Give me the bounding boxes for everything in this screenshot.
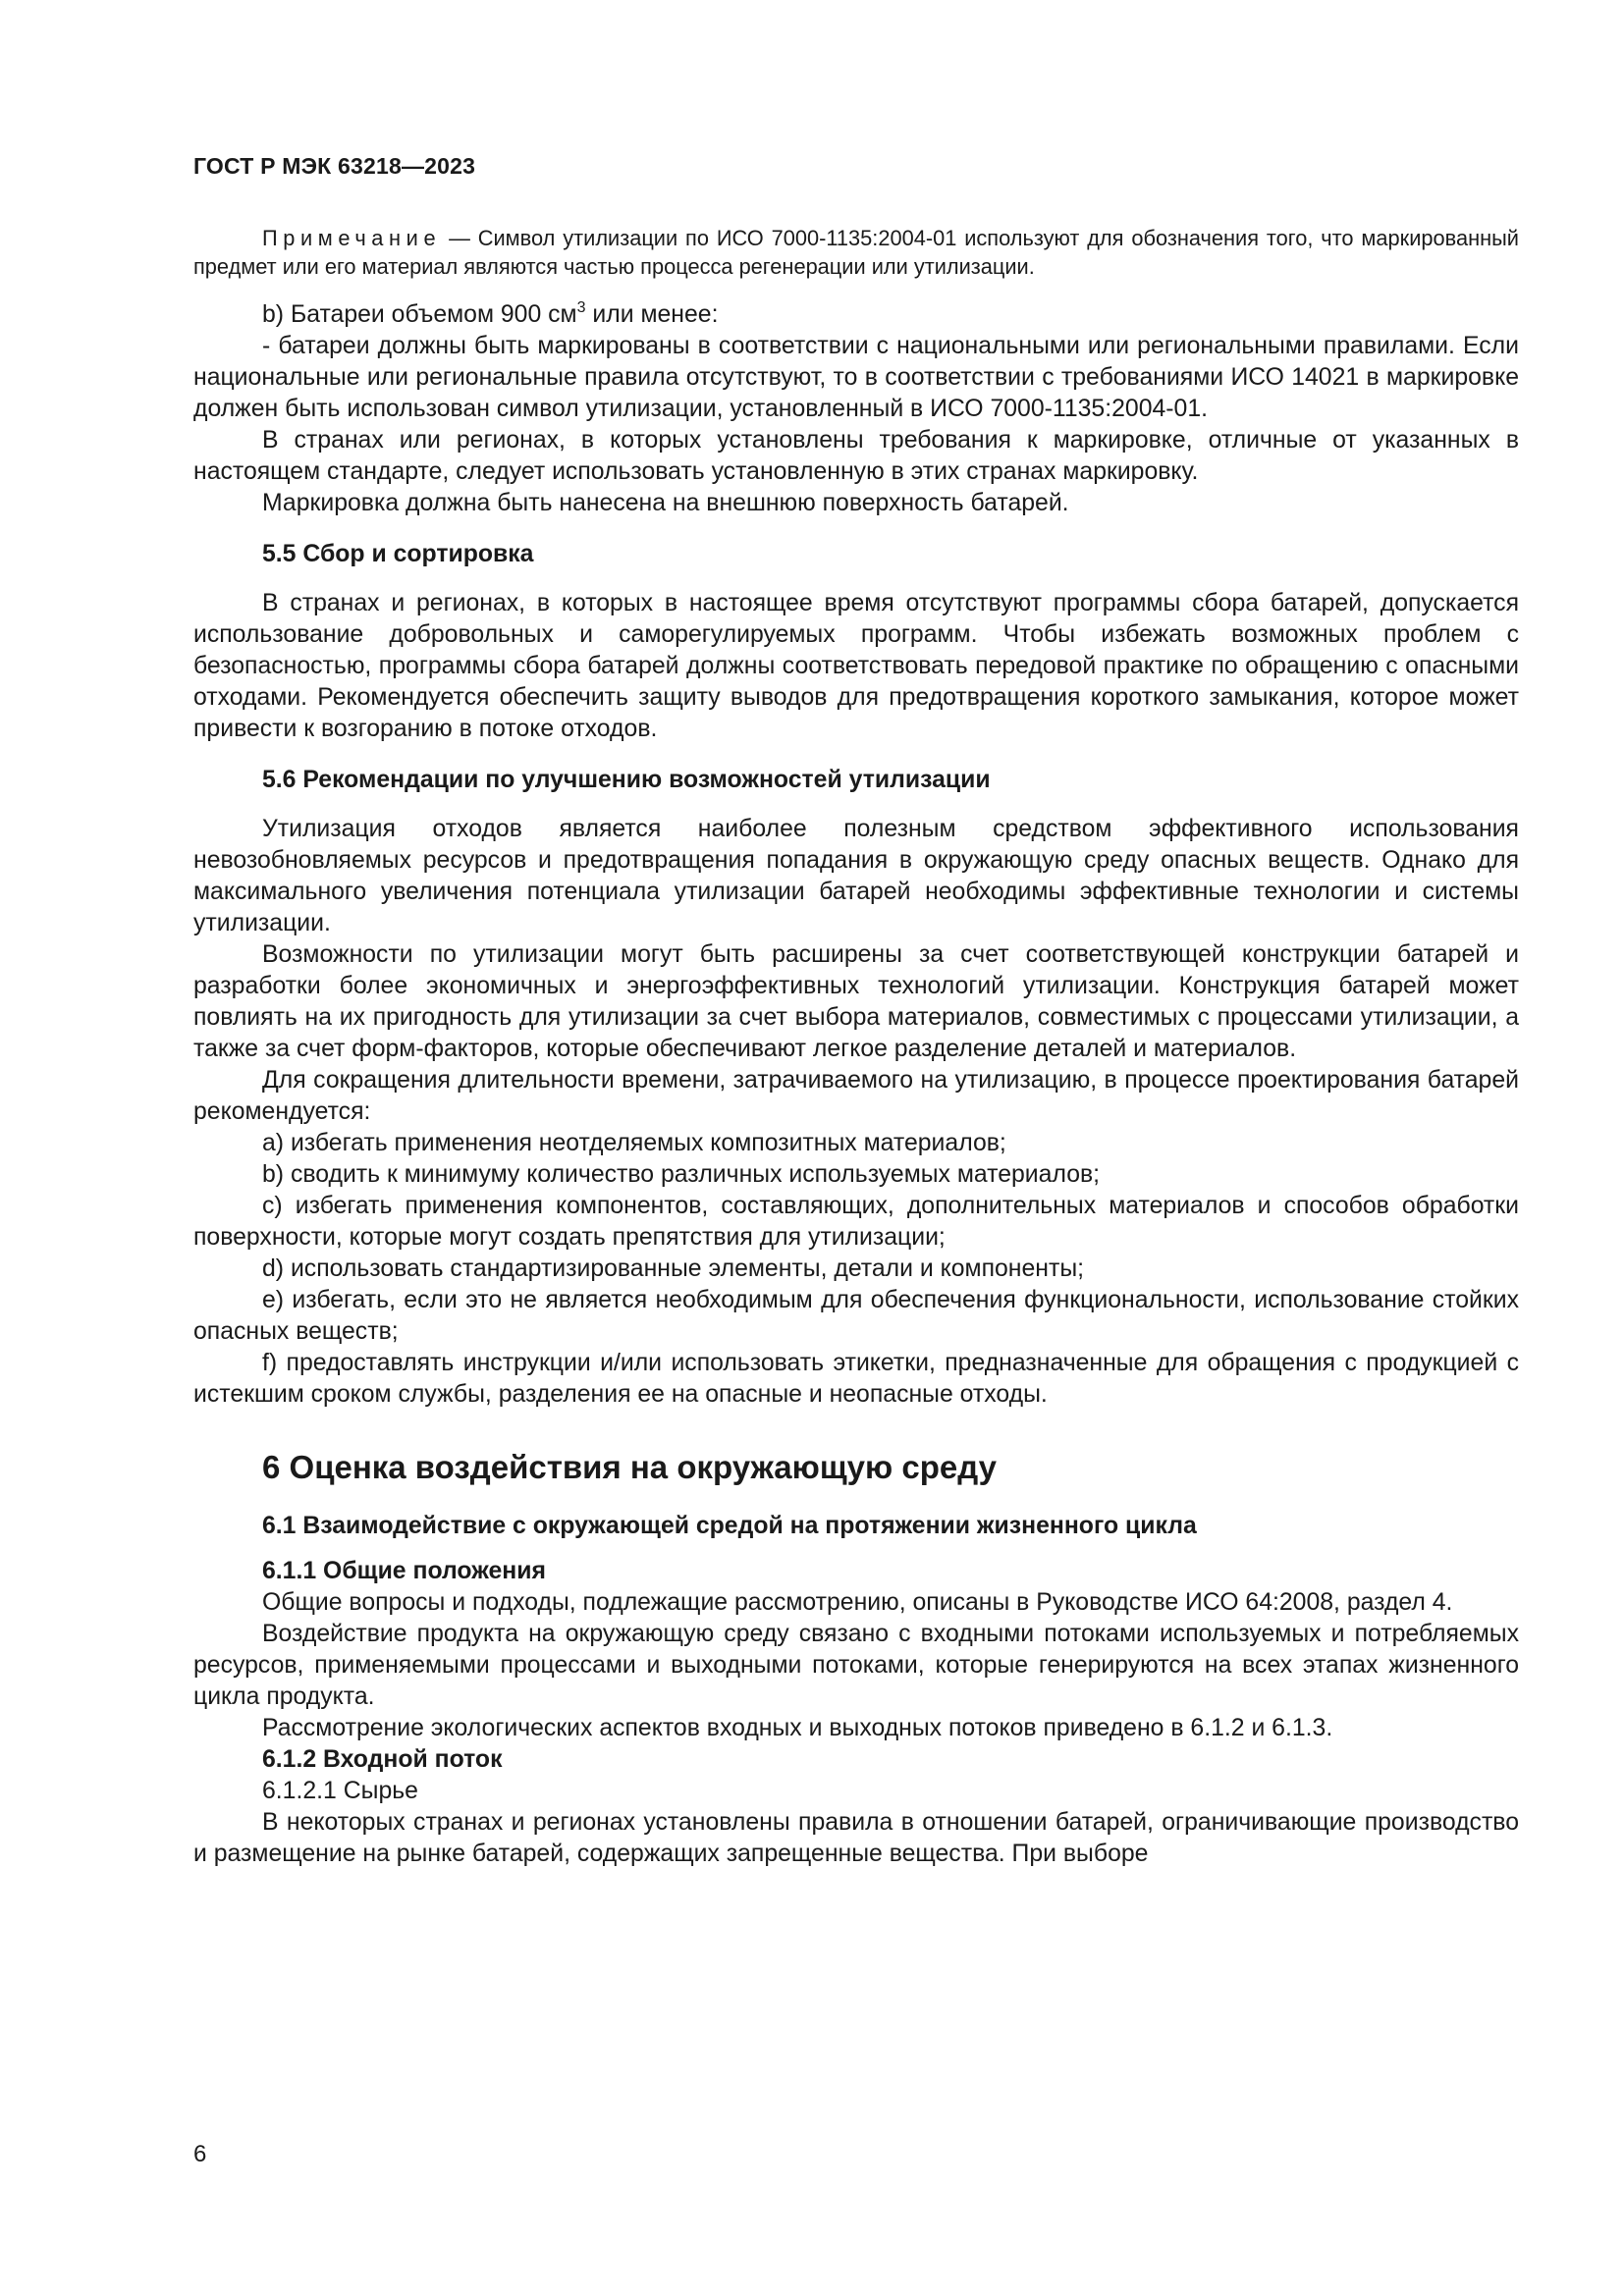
- paragraph: В некоторых странах и регионах установлены правила в отношении батарей, ограничивающие производство и размещение на рынке батарей, содержащих запрещенные вещества. При выборе: [193, 1809, 1519, 1867]
- paragraph: В странах и регионах, в которых в настоящее время отсутствуют программы сбора батарей, допускается использование добровольных и саморегулируемых программ. Чтобы избежать возможных проблем с безопасностью, программы сбора батарей должны соответствовать передовой практике по обращению с опасными отходами. Рекомендуется обеспечить защиту выводов для предотвращения короткого замыкания, которое может привести к возгоранию в потоке отходов.: [193, 590, 1519, 742]
- document-header: ГОСТ Р МЭК 63218—2023: [193, 153, 476, 179]
- item-b-suffix: или менее:: [585, 301, 719, 328]
- paragraph: Утилизация отходов является наиболее полезным средством эффективного использования невозобновляемых ресурсов и предотвращения попадания в окружающую среду опасных веществ. Однако для максимального увеличения потенциала утилизации батарей необходимы эффективные технологии и системы утилизации.: [193, 816, 1519, 936]
- document-body: [193, 224, 1519, 1870]
- section-heading-5-5: 5.5 Сбор и сортировка: [262, 541, 534, 567]
- item-b-heading: [193, 299, 1519, 331]
- section-heading-6-1-1: 6.1.1 Общие положения: [262, 1558, 546, 1584]
- note-paragraph: [193, 224, 1519, 281]
- paragraph: Воздействие продукта на окружающую среду связано с входными потоками используемых и потребляемых ресурсов, применяемыми процессами и выходными потоками, которые генерируются на всех этапах жизненного цикла продукта.: [193, 1621, 1519, 1710]
- note-text: — Символ утилизации по ИСО 7000-1135:2004-01 используют для обозначения того, что маркированный предмет или его материал являются частью процесса регенерации или утилизации.: [193, 226, 1519, 279]
- item-b-superscript: 3: [576, 299, 586, 316]
- paragraph: Общие вопросы и подходы, подлежащие рассмотрению, описаны в Руководстве ИСО 64:2008, раздел 4.: [262, 1589, 1453, 1616]
- section-heading-6-1-2: 6.1.2 Входной поток: [262, 1746, 503, 1773]
- section-heading-6-1: 6.1 Взаимодействие с окружающей средой на протяжении жизненного цикла: [262, 1513, 1197, 1539]
- list-item: c) избегать применения компонентов, составляющих, дополнительных материалов и способов обработки поверхности, которые могут создать препятствия для утилизации;: [193, 1193, 1519, 1251]
- paragraph: В странах или регионах, в которых установлены требования к маркировке, отличные от указанных в настоящем стандарте, следует использовать установленную в этих странах маркировку.: [193, 427, 1519, 485]
- paragraph: Возможности по утилизации могут быть расширены за счет соответствующей конструкции батарей и разработки более экономичных и энергоэффективных технологий утилизации. Конструкция батарей может повлиять на их пригодность для утилизации за счет выбора материалов, совместимых с процессами утилизации, а также за счет форм-факторов, которые обеспечивают легкое разделение деталей и материалов.: [193, 941, 1519, 1062]
- section-heading-6: 6 Оценка воздействия на окружающую среду: [262, 1449, 997, 1485]
- list-item: f) предоставлять инструкции и/или использовать этикетки, предназначенные для обращения с продукцией с истекшим сроком службы, разделения ее на опасные и неопасные отходы.: [193, 1350, 1519, 1408]
- item-b-prefix: b) Батареи объемом 900 см: [262, 301, 577, 328]
- list-item: a) избегать применения неотделяемых композитных материалов;: [262, 1130, 1006, 1156]
- list-item: d) использовать стандартизированные элементы, детали и компоненты;: [262, 1255, 1085, 1282]
- paragraph: Маркировка должна быть нанесена на внешнюю поверхность батарей.: [262, 490, 1069, 516]
- paragraph: Для сокращения длительности времени, затрачиваемого на утилизацию, в процессе проектирования батарей рекомендуется:: [193, 1067, 1519, 1125]
- section-heading-5-6: 5.6 Рекомендации по улучшению возможностей утилизации: [262, 767, 991, 793]
- list-item: e) избегать, если это не является необходимым для обеспечения функциональности, использование стойких опасных веществ;: [193, 1287, 1519, 1345]
- paragraph: Рассмотрение экологических аспектов входных и выходных потоков приведено в 6.1.2 и 6.1.3.: [262, 1715, 1333, 1741]
- note-label: Примечание: [262, 226, 442, 250]
- page-number: 6: [193, 2141, 207, 2167]
- paragraph: - батареи должны быть маркированы в соответствии с национальными или региональными правилами. Если национальные или региональные правила отсутствуют, то в соответствии с требованиями ИСО 14021 в маркировке должен быть использован символ утилизации, установленный в ИСО 7000-1135:2004-01.: [193, 333, 1519, 422]
- list-item: b) сводить к минимуму количество различных используемых материалов;: [262, 1161, 1101, 1188]
- subsection-heading-6-1-2-1: 6.1.2.1 Сырье: [262, 1778, 418, 1804]
